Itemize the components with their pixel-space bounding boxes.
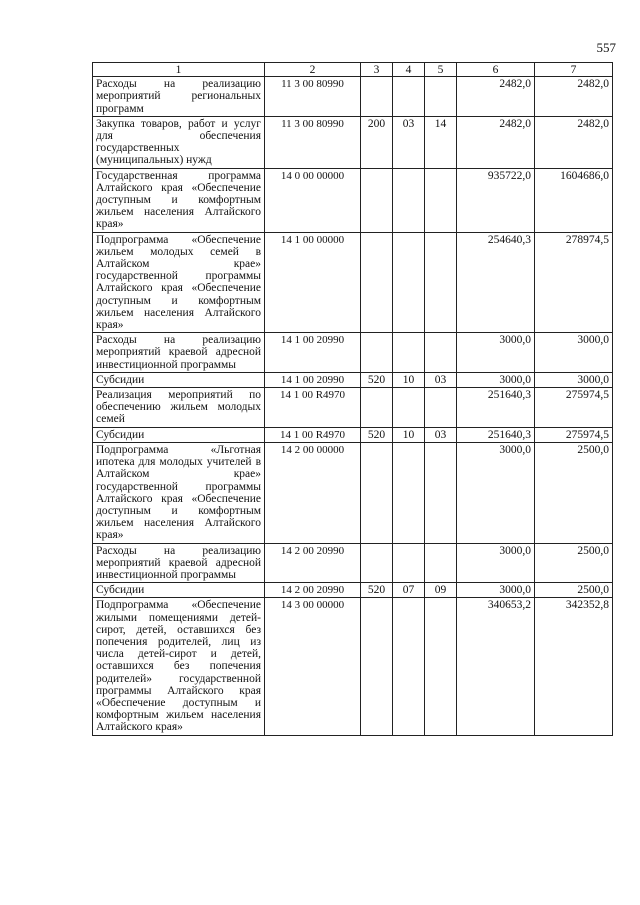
row-value-7: 278974,5 — [535, 232, 613, 333]
row-value-7: 3000,0 — [535, 372, 613, 387]
header-col-6: 6 — [457, 63, 535, 77]
table-row — [93, 442, 613, 543]
row-value-6: 3000,0 — [457, 442, 535, 543]
row-name: Расходы на реализацию мероприятий краевой адресной инвестиционной программы — [93, 543, 265, 583]
row-col-4 — [393, 543, 425, 583]
row-col-4 — [393, 232, 425, 333]
header-col-4: 4 — [393, 63, 425, 77]
table-row — [93, 427, 613, 442]
row-value-6: 935722,0 — [457, 168, 535, 232]
row-col-4: 10 — [393, 372, 425, 387]
row-col-3 — [361, 598, 393, 735]
row-code: 11 3 00 80990 — [265, 116, 361, 168]
row-col-5: 09 — [425, 583, 457, 598]
header-col-2: 2 — [265, 63, 361, 77]
table-row — [93, 77, 613, 117]
row-col-4: 07 — [393, 583, 425, 598]
row-col-4: 03 — [393, 116, 425, 168]
row-value-6: 2482,0 — [457, 116, 535, 168]
table-row — [93, 388, 613, 428]
row-col-5 — [425, 543, 457, 583]
row-code: 14 1 00 R4970 — [265, 427, 361, 442]
row-value-7: 2482,0 — [535, 116, 613, 168]
row-value-7: 2482,0 — [535, 77, 613, 117]
row-name: Расходы на реализацию мероприятий региональных программ — [93, 77, 265, 117]
row-col-5: 14 — [425, 116, 457, 168]
row-value-7: 342352,8 — [535, 598, 613, 735]
row-col-5 — [425, 168, 457, 232]
row-value-6: 3000,0 — [457, 333, 535, 373]
row-name: Реализация мероприятий по обеспечению жильем молодых семей — [93, 388, 265, 428]
row-col-3 — [361, 232, 393, 333]
row-col-4 — [393, 598, 425, 735]
row-name: Субсидии — [93, 583, 265, 598]
row-value-6: 3000,0 — [457, 583, 535, 598]
row-value-6: 340653,2 — [457, 598, 535, 735]
row-col-3: 520 — [361, 583, 393, 598]
header-col-7: 7 — [535, 63, 613, 77]
row-code: 14 2 00 20990 — [265, 583, 361, 598]
row-code: 14 1 00 00000 — [265, 232, 361, 333]
row-code: 14 1 00 20990 — [265, 333, 361, 373]
row-code: 11 3 00 80990 — [265, 77, 361, 117]
row-col-5: 03 — [425, 427, 457, 442]
row-col-3 — [361, 168, 393, 232]
table-row — [93, 333, 613, 373]
row-name: Расходы на реализацию мероприятий краевой адресной инвестиционной программы — [93, 333, 265, 373]
row-col-3 — [361, 442, 393, 543]
row-col-3 — [361, 77, 393, 117]
row-name: Подпрограмма «Обеспечение жильем молодых семей в Алтайском крае» государственной программы Алтайского края «Обеспечение доступным и комфортным жильем населения Алтайского края» — [93, 232, 265, 333]
row-col-4 — [393, 442, 425, 543]
row-value-7: 1604686,0 — [535, 168, 613, 232]
row-col-5 — [425, 77, 457, 117]
header-col-1: 1 — [93, 63, 265, 77]
row-value-7: 2500,0 — [535, 442, 613, 543]
row-value-6: 251640,3 — [457, 427, 535, 442]
row-name: Субсидии — [93, 427, 265, 442]
row-col-5 — [425, 598, 457, 735]
header-col-3: 3 — [361, 63, 393, 77]
row-name: Подпрограмма «Льготная ипотека для молодых учителей в Алтайском крае» государственной программы Алтайского края «Обеспечение доступным и комфортным жильем населения Алтайского края» — [93, 442, 265, 543]
row-col-3: 520 — [361, 427, 393, 442]
table-row — [93, 232, 613, 333]
header-col-5: 5 — [425, 63, 457, 77]
budget-table — [92, 62, 613, 736]
row-name: Государственная программа Алтайского края «Обеспечение доступным и комфортным жильем населения Алтайского края» — [93, 168, 265, 232]
row-col-5 — [425, 333, 457, 373]
row-value-6: 254640,3 — [457, 232, 535, 333]
table-row — [93, 583, 613, 598]
row-name: Подпрограмма «Обеспечение жилыми помещениями детей-сирот, детей, оставшихся без попечения родителей, лиц из числа детей-сирот и детей, оставшихся без попечения родителей» государственной программы Алтайского края «Обеспечение доступным и комфортным жильем населения Алтайского края» — [93, 598, 265, 735]
row-value-6: 251640,3 — [457, 388, 535, 428]
row-col-4 — [393, 388, 425, 428]
row-code: 14 1 00 R4970 — [265, 388, 361, 428]
table-row — [93, 543, 613, 583]
row-col-3 — [361, 543, 393, 583]
row-code: 14 2 00 00000 — [265, 442, 361, 543]
row-value-6: 3000,0 — [457, 372, 535, 387]
row-value-7: 275974,5 — [535, 388, 613, 428]
row-value-7: 2500,0 — [535, 543, 613, 583]
row-col-3: 200 — [361, 116, 393, 168]
row-value-6: 2482,0 — [457, 77, 535, 117]
row-value-7: 2500,0 — [535, 583, 613, 598]
row-code: 14 3 00 00000 — [265, 598, 361, 735]
row-col-5 — [425, 232, 457, 333]
row-col-4: 10 — [393, 427, 425, 442]
row-col-3 — [361, 388, 393, 428]
row-value-7: 275974,5 — [535, 427, 613, 442]
row-name: Закупка товаров, работ и услуг для обеспечения государственных (муниципальных) нужд — [93, 116, 265, 168]
row-col-4 — [393, 333, 425, 373]
row-value-6: 3000,0 — [457, 543, 535, 583]
row-code: 14 1 00 20990 — [265, 372, 361, 387]
row-code: 14 0 00 00000 — [265, 168, 361, 232]
table-row — [93, 598, 613, 735]
row-value-7: 3000,0 — [535, 333, 613, 373]
row-name: Субсидии — [93, 372, 265, 387]
row-col-5: 03 — [425, 372, 457, 387]
row-col-3 — [361, 333, 393, 373]
row-code: 14 2 00 20990 — [265, 543, 361, 583]
table-row — [93, 168, 613, 232]
row-col-5 — [425, 442, 457, 543]
page-number: 557 — [596, 40, 616, 55]
header-row — [93, 63, 613, 77]
row-col-4 — [393, 77, 425, 117]
table-row — [93, 372, 613, 387]
row-col-5 — [425, 388, 457, 428]
table-row — [93, 116, 613, 168]
row-col-3: 520 — [361, 372, 393, 387]
row-col-4 — [393, 168, 425, 232]
